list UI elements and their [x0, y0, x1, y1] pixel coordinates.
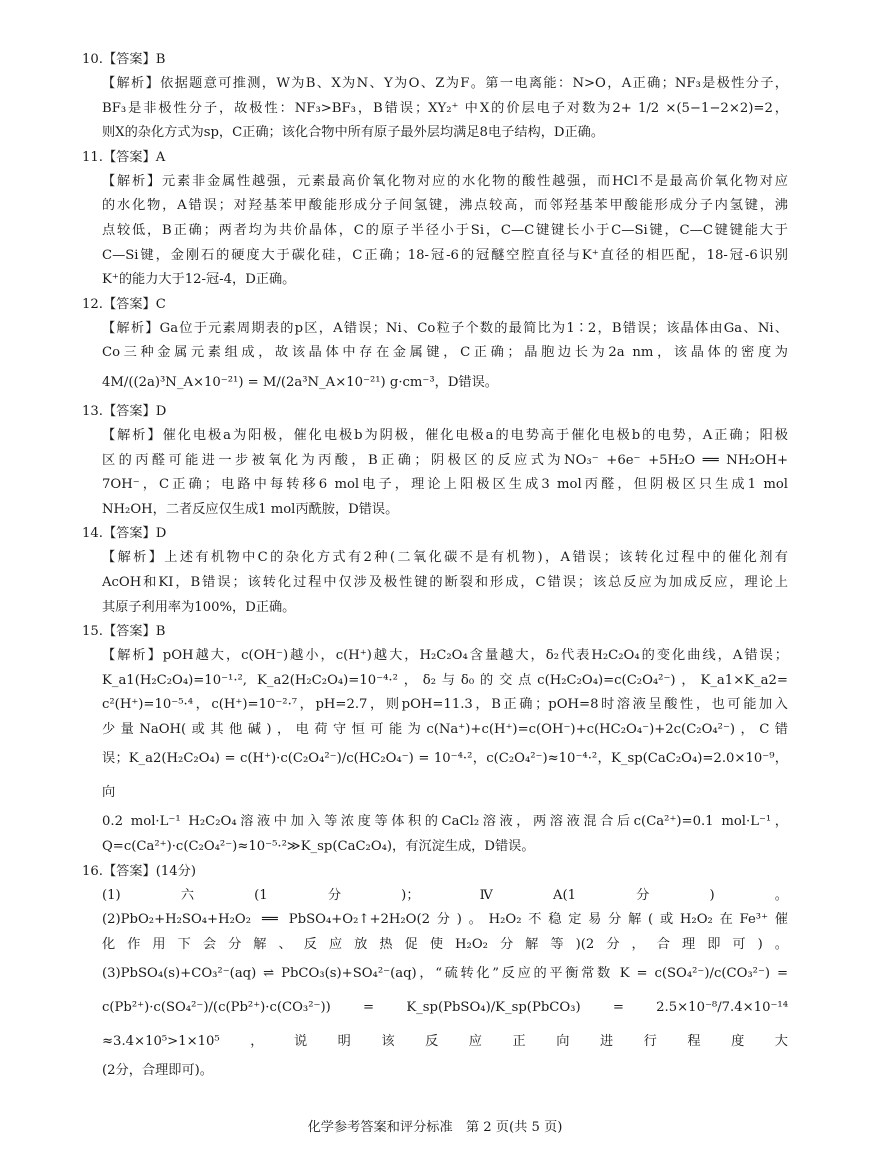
explanation-line: 7OH⁻，C正确；电路中每转移6 mol电子，理论上阳极区生成3 mol丙醛，但阴极区只生成1 mol — [102, 477, 788, 493]
question-block — [82, 522, 788, 620]
question-block — [82, 146, 788, 293]
explanation-line: 区的丙醛可能进一步被氧化为丙酸，B正确；阴极区的反应式为NO₃⁻ +6e⁻ +5H₂O ══ NH₂OH+ — [102, 452, 788, 468]
explanation-line: 【解析】依据题意可推测，W为B、X为N、Y为O、Z为F。第一电离能：N>O，A正确；NF₃是极性分子， — [102, 76, 788, 91]
question-block — [82, 860, 788, 1084]
question-block — [82, 620, 788, 860]
explanation-line: (2分，合理即可)。 — [102, 1063, 213, 1079]
explanation-line: 0.2 mol·L⁻¹ H₂C₂O₄溶液中加入等浓度等体积的CaCl₂溶液，两溶液混合后c(Ca²⁺)=0.1 mol·L⁻¹， — [102, 814, 788, 830]
explanation-line: 【解析】上述有机物中C的杂化方式有2种(二氧化碳不是有机物)，A错误；该转化过程中的催化剂有 — [102, 550, 788, 566]
explanation-line: 少量NaOH(或其他碱)，电荷守恒可能为c(Na⁺)+c(H⁺)=c(OH⁻)+c(HC₂O₄⁻)+2c(C₂O₄²⁻)，C错 — [102, 721, 788, 737]
question-block — [82, 293, 788, 400]
explanation-line: 则X的杂化方式为sp，C正确；该化合物中所有原子最外层均满足8电子结构，D正确。 — [102, 125, 605, 141]
explanation-line: (3)PbSO₄(s)+CO₃²⁻(aq) ⇌ PbCO₃(s)+SO₄²⁻(aq)，“硫转化”反应的平衡常数 K = c(SO₄²⁻)/c(CO₃²⁻) = — [102, 966, 788, 982]
explanation-line: 其原子利用率为100%，D正确。 — [102, 599, 296, 615]
answer-heading: 16.【答案】(14分) — [82, 863, 196, 879]
question-block — [82, 400, 788, 522]
explanation-line: AcOH和KI，B错误；该转化过程中仅涉及极性键的断裂和形成，C错误；该总反应为加成反应，理论上 — [102, 574, 788, 590]
explanation-line: (2)PbO₂+H₂SO₄+H₂O₂ ══ PbSO₄+O₂↑+2H₂O(2分)。H₂O₂不稳定易分解(或H₂O₂在Fe³⁺催 — [102, 912, 788, 928]
answer-heading: 15.【答案】B — [82, 624, 166, 640]
explanation-line: NH₂OH，二者反应仅生成1 mol丙酰胺，D错误。 — [102, 501, 399, 517]
explanation-line: 【解析】Ga位于元素周期表的p区，A错误；Ni、Co粒子个数的最简比为1∶2，B错误；该晶体由Ga、Ni、 — [102, 320, 788, 336]
explanation-line: c²(H⁺)=10⁻⁵·⁴，c(H⁺)=10⁻²·⁷，pH=2.7，则pOH=11.3，B正确；pOH=8时溶液呈酸性，也可能加入 — [102, 697, 788, 713]
explanation-line: 的水化物，A错误；对羟基苯甲酸能形成分子间氢键，沸点较高，而邻羟基苯甲酸能形成分子内氢键，沸 — [102, 198, 788, 214]
explanation-line: 【解析】催化电极a为阳极，催化电极b为阴极，催化电极a的电势高于催化电极b的电势，A正确；阳极 — [102, 427, 788, 443]
explanation-line: K_a1(H₂C₂O₄)=10⁻¹·², K_a2(H₂C₂O₄)=10⁻⁴·²，δ₂与δ₀的交点c(H₂C₂O₄)=c(C₂O₄²⁻)，K_a1×K_a2= — [102, 672, 788, 688]
explanation-line: 【解析】pOH越大，c(OH⁻)越小，c(H⁺)越大，H₂C₂O₄含量越大，δ₂代表H₂C₂O₄的变化曲线，A错误； — [102, 648, 788, 664]
explanation-line: K⁺的能力大于12-冠-4，D正确。 — [102, 272, 296, 288]
explanation-line: C—Si键，金刚石的硬度大于碳化硅，C正确；18-冠-6的冠醚空腔直径与K⁺直径的相匹配，18-冠-6识别 — [102, 247, 788, 263]
answer-heading: 10.【答案】B — [82, 52, 166, 67]
explanation-line: 4M/((2a)³N_A×10⁻²¹) = M/(2a³N_A×10⁻²¹) g·cm⁻³，D错误。 — [102, 374, 498, 390]
question-block — [82, 48, 788, 146]
explanation-line: 化作用下会分解、反应放热促使H₂O₂分解等)(2分，合理即可)。 — [102, 936, 788, 952]
explanation-line: 误；K_a2(H₂C₂O₄) = c(H⁺)·c(C₂O₄²⁻)/c(HC₂O₄⁻) = 10⁻⁴·²，c(C₂O₄²⁻)≈10⁻⁴·²，K_sp(CaC₂O₄)=2.0×10⁻⁹，向 — [102, 751, 788, 801]
answer-heading: 12.【答案】C — [82, 296, 166, 312]
answer-heading: 13.【答案】D — [82, 403, 167, 419]
answer-heading: 14.【答案】D — [82, 526, 167, 542]
explanation-line: (1)六(1分)；ⅣA(1分)。 — [102, 887, 788, 903]
explanation-line: Q=c(Ca²⁺)·c(C₂O₄²⁻)≈10⁻⁵·²≫K_sp(CaC₂O₄)，有沉淀生成，D错误。 — [102, 839, 535, 855]
explanation-line: 点较低，B正确；两者均为共价晶体，C的原子半径小于Si，C—C键键长小于C—Si键，C—C键键能大于 — [102, 222, 788, 238]
answer-heading: 11.【答案】A — [82, 149, 166, 165]
explanation-line: BF₃是非极性分子，故极性：NF₃>BF₃，B错误；XY₂⁺ 中X的价层电子对数为2+ 1/2 ×(5−1−2×2)=2， — [102, 100, 788, 116]
explanation-line: c(Pb²⁺)·c(SO₄²⁻)/(c(Pb²⁺)·c(CO₃²⁻)) = K_sp(PbSO₄)/K_sp(PbCO₃) = 2.5×10⁻⁸/7.4×10⁻¹⁴ ≈3.4×10⁵>1×10⁵，说明该反应正向进行程度大 — [102, 1000, 788, 1050]
explanation-line: 【解析】元素非金属性越强，元素最高价氧化物对应的水化物的酸性越强，而HCl不是最高价氧化物对应 — [102, 173, 788, 189]
explanation-line: Co三种金属元素组成，故该晶体中存在金属键，C正确；晶胞边长为2a nm，该晶体的密度为 — [102, 345, 788, 361]
page-footer: 化学参考答案和评分标准 第 2 页(共 5 页) — [307, 1120, 563, 1135]
